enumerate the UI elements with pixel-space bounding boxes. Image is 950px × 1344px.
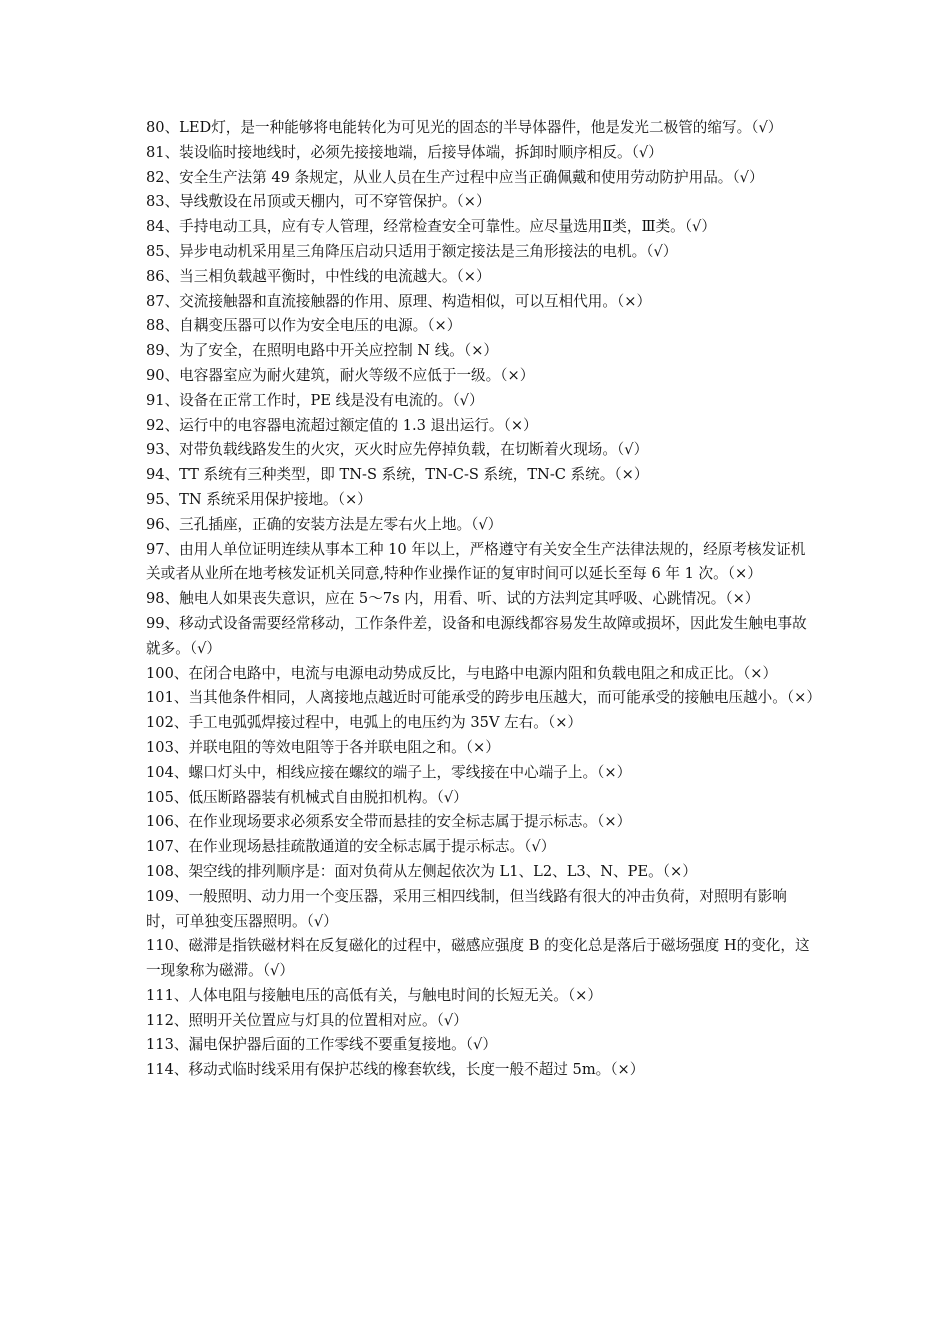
question-item: 109、一般照明、动力用一个变压器，采用三相四线制，但当线路有很大的冲击负荷，对照明有影响时，可单独变压器照明。（√） bbox=[146, 887, 787, 930]
question-item: 110、磁滞是指铁磁材料在反复磁化的过程中，磁感应强度 B 的变化总是落后于磁场强度 H的变化，这一现象称为磁滞。（√） bbox=[146, 937, 810, 980]
question-item: 98、触电人如果丧失意识，应在 5～7s 内，用看、听、试的方法判定其呼吸、心跳情况。（×） bbox=[146, 590, 760, 608]
question-item: 106、在作业现场要求必须系安全带而悬挂的安全标志属于提示标志。（×） bbox=[146, 813, 632, 831]
question-item: 94、TT 系统有三种类型，即 TN-S 系统，TN-C-S 系统，TN-C 系统。（×） bbox=[146, 466, 649, 484]
question-item: 112、照明开关位置应与灯具的位置相对应。（√） bbox=[146, 1011, 468, 1029]
question-item: 101、当其他条件相同，人离接地点越近时可能承受的跨步电压越大，而可能承受的接触电压越小。（×） bbox=[146, 689, 821, 707]
question-item: 92、运行中的电容器电流超过额定值的 1.3 退出运行。（×） bbox=[146, 416, 538, 434]
question-item: 90、电容器室应为耐火建筑，耐火等级不应低于一级。（×） bbox=[146, 366, 535, 384]
question-item: 81、装设临时接地线时，必须先接接地端，后接导体端，拆卸时顺序相反。（√） bbox=[146, 143, 663, 161]
question-item: 93、对带负载线路发生的火灾，灭火时应先停掉负载，在切断着火现场。（√） bbox=[146, 441, 649, 459]
question-item: 114、移动式临时线采用有保护芯线的橡套软线，长度一般不超过 5m。（×） bbox=[146, 1061, 645, 1079]
question-item: 99、移动式设备需要经常移动，工作条件差，设备和电源线都容易发生故障或损坏，因此发生触电事故就多。（√） bbox=[146, 614, 807, 657]
question-item: 102、手工电弧弧焊接过程中，电弧上的电压约为 35V 左右。（×） bbox=[146, 714, 583, 732]
question-item: 91、设备在正常工作时，PE 线是没有电流的。（√） bbox=[146, 391, 484, 409]
question-item: 105、低压断路器装有机械式自由脱扣机构。（√） bbox=[146, 788, 468, 806]
question-item: 107、在作业现场悬挂疏散通道的安全标志属于提示标志。（√） bbox=[146, 838, 556, 856]
question-item: 87、交流接触器和直流接触器的作用、原理、构造相似，可以互相代用。（×） bbox=[146, 292, 652, 310]
question-item: 103、并联电阻的等效电阻等于各并联电阻之和。（×） bbox=[146, 738, 500, 756]
question-item: 89、为了安全，在照明电路中开关应控制 N 线。（×） bbox=[146, 342, 499, 360]
question-item: 100、在闭合电路中，电流与电源电动势成反比，与电路中电源内阻和负载电阻之和成正比。（×） bbox=[146, 664, 778, 682]
question-item: 86、当三相负载越平衡时，中性线的电流越大。（×） bbox=[146, 267, 491, 285]
question-item: 84、手持电动工具，应有专人管理，经常检查安全可靠性。应尽量选用Ⅱ类，Ⅲ类。（√） bbox=[146, 218, 716, 236]
question-item: 108、架空线的排列顺序是：面对负荷从左侧起依次为 L1、L2、L3、N、PE。（×） bbox=[146, 862, 697, 880]
question-item: 111、人体电阻与接触电压的高低有关，与触电时间的长短无关。（×） bbox=[146, 986, 603, 1004]
question-item: 97、由用人单位证明连续从事本工种 10 年以上，严格遵守有关安全生产法律法规的，经原考核发证机关或者从业所在地考核发证机关同意,特种作业操作证的复审时间可以延长至每 6 年 1 次。（×） bbox=[146, 540, 806, 583]
question-item: 85、异步电动机采用星三角降压启动只适用于额定接法是三角形接法的电机。（√） bbox=[146, 242, 678, 260]
question-item: 96、三孔插座，正确的安装方法是左零右火上地。（√） bbox=[146, 515, 503, 533]
question-item: 95、TN 系统采用保护接地。（×） bbox=[146, 490, 372, 508]
document-body bbox=[146, 116, 821, 1083]
question-item: 104、螺口灯头中，相线应接在螺纹的端子上，零线接在中心端子上。（×） bbox=[146, 763, 632, 781]
question-item: 113、漏电保护器后面的工作零线不要重复接地。（√） bbox=[146, 1036, 497, 1054]
question-item: 88、自耦变压器可以作为安全电压的电源。（×） bbox=[146, 317, 462, 335]
question-item: 82、安全生产法第 49 条规定，从业人员在生产过程中应当正确佩戴和使用劳动防护用品。（√） bbox=[146, 168, 764, 186]
question-item: 83、导线敷设在吊顶或天棚内，可不穿管保护。（×） bbox=[146, 193, 491, 211]
question-item: 80、LED灯，是一种能够将电能转化为可见光的固态的半导体器件，他是发光二极管的缩写。（√） bbox=[146, 119, 783, 136]
